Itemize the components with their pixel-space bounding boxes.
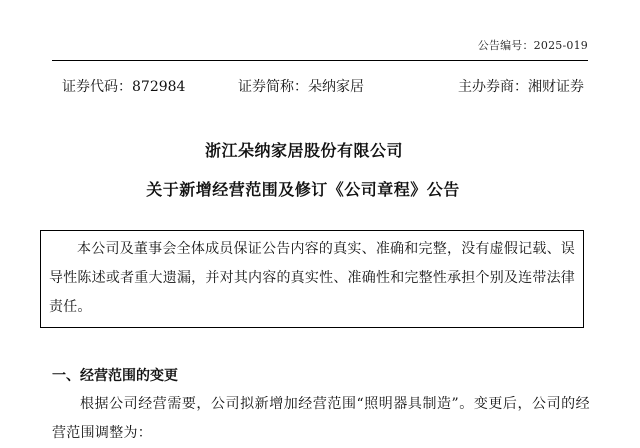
header-divider (52, 60, 588, 61)
security-info-row (62, 76, 588, 96)
company-name-title: 浙江朵纳家居股份有限公司 (204, 141, 403, 160)
section-paragraph: 根据公司经营需要，公司拟新增加经营范围“照明器具制造”。变更后，公司的经营范围调整为： (52, 396, 590, 441)
announcement-number: 公告编号：2025-019 (477, 39, 588, 52)
document-title: 关于新增经营范围及修订《公司章程》公告 (146, 180, 460, 199)
section-heading: 一、经营范围的变更 (52, 368, 178, 384)
security-abbreviation: 证券简称：朵纳家居 (238, 79, 364, 95)
sponsor-broker: 主办券商：湘财证券 (458, 79, 584, 95)
board-statement-box: 本公司及董事会全体成员保证公告内容的真实、准确和完整，没有虚假记载、误导性陈述或者重大遗漏，并对其内容的真实性、准确性和完整性承担个别及连带法律责任。 (40, 230, 584, 328)
security-code: 证券代码：872984 (62, 79, 186, 95)
